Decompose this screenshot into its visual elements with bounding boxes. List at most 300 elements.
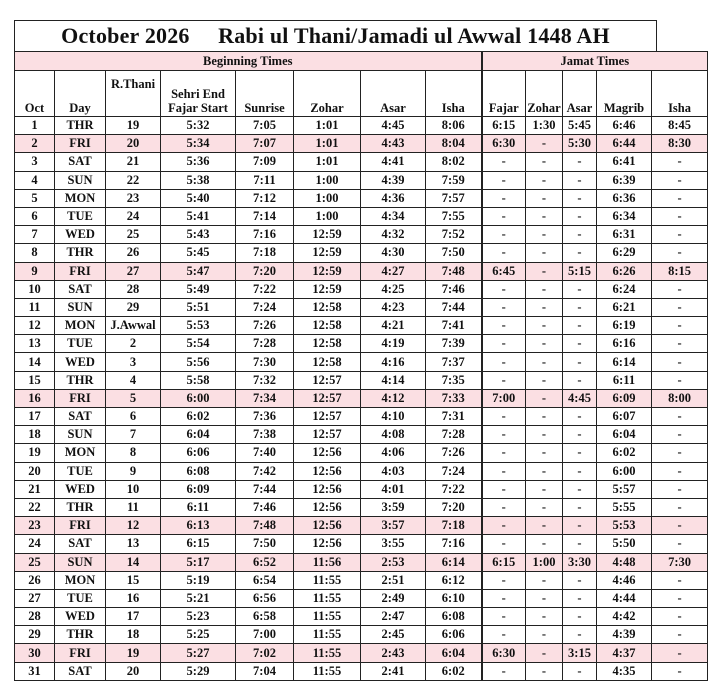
cell-asar: 4:19	[361, 335, 426, 353]
cell-isha: 6:06	[426, 626, 482, 644]
cell-fajar-start: 5:23	[161, 608, 236, 626]
cell-day: SAT	[55, 153, 106, 171]
cell-asar: 2:49	[361, 589, 426, 607]
cell-day: THR	[55, 117, 106, 135]
cell-jamat-isha: -	[652, 171, 708, 189]
cell-rthani: 11	[106, 498, 161, 516]
table-row	[15, 317, 708, 335]
cell-day: MON	[55, 444, 106, 462]
prayer-times-table	[14, 51, 708, 681]
cell-jamat-magrib: 6:36	[597, 189, 652, 207]
cell-isha: 7:28	[426, 426, 482, 444]
cell-jamat-asar: 4:45	[563, 389, 597, 407]
cell-jamat-zohar: 1:30	[526, 117, 563, 135]
cell-day: FRI	[55, 389, 106, 407]
table-row	[15, 298, 708, 316]
cell-jamat-isha: -	[652, 280, 708, 298]
cell-day: MON	[55, 317, 106, 335]
cell-jamat-isha: -	[652, 153, 708, 171]
cell-rthani: 15	[106, 571, 161, 589]
cell-jamat-zohar: -	[526, 408, 563, 426]
table-row	[15, 226, 708, 244]
cell-jamat-zohar: -	[526, 644, 563, 662]
cell-day: MON	[55, 189, 106, 207]
cell-isha: 6:14	[426, 553, 482, 571]
cell-jamat-isha: -	[652, 426, 708, 444]
cell-zohar: 11:55	[294, 571, 361, 589]
cell-oct: 19	[15, 444, 55, 462]
cell-jamat-zohar: -	[526, 353, 563, 371]
cell-jamat-fajar: 6:30	[482, 135, 526, 153]
cell-jamat-fajar: -	[482, 426, 526, 444]
cell-jamat-magrib: 6:26	[597, 262, 652, 280]
col-jamat-asar: Asar	[563, 71, 597, 117]
cell-asar: 2:45	[361, 626, 426, 644]
cell-isha: 6:10	[426, 589, 482, 607]
cell-oct: 18	[15, 426, 55, 444]
cell-asar: 3:59	[361, 498, 426, 516]
cell-jamat-asar: -	[563, 535, 597, 553]
table-row	[15, 389, 708, 407]
col-sehri-fajar	[161, 71, 236, 117]
table-row	[15, 626, 708, 644]
table-row	[15, 535, 708, 553]
cell-jamat-isha: -	[652, 462, 708, 480]
cell-rthani: 10	[106, 480, 161, 498]
cell-day: SAT	[55, 280, 106, 298]
cell-jamat-asar: 5:30	[563, 135, 597, 153]
cell-oct: 20	[15, 462, 55, 480]
cell-fajar-start: 5:45	[161, 244, 236, 262]
table-row	[15, 462, 708, 480]
cell-day: MON	[55, 571, 106, 589]
cell-sunrise: 7:22	[236, 280, 294, 298]
cell-jamat-magrib: 6:16	[597, 335, 652, 353]
cell-jamat-isha: -	[652, 207, 708, 225]
cell-jamat-zohar: -	[526, 298, 563, 316]
cell-jamat-asar: -	[563, 426, 597, 444]
cell-jamat-fajar: 7:00	[482, 389, 526, 407]
cell-day: FRI	[55, 262, 106, 280]
cell-jamat-isha: -	[652, 408, 708, 426]
cell-jamat-asar: -	[563, 371, 597, 389]
cell-asar: 4:41	[361, 153, 426, 171]
cell-jamat-zohar: -	[526, 589, 563, 607]
table-row	[15, 553, 708, 571]
cell-zohar: 12:59	[294, 226, 361, 244]
cell-jamat-isha: 8:00	[652, 389, 708, 407]
cell-jamat-magrib: 4:46	[597, 571, 652, 589]
cell-sunrise: 7:00	[236, 626, 294, 644]
cell-day: SUN	[55, 553, 106, 571]
cell-asar: 4:43	[361, 135, 426, 153]
cell-day: TUE	[55, 335, 106, 353]
cell-jamat-asar: 5:45	[563, 117, 597, 135]
col-jamat-fajar: Fajar	[482, 71, 526, 117]
cell-asar: 4:45	[361, 117, 426, 135]
cell-fajar-start: 5:54	[161, 335, 236, 353]
cell-jamat-magrib: 4:42	[597, 608, 652, 626]
cell-oct: 11	[15, 298, 55, 316]
cell-jamat-zohar: -	[526, 226, 563, 244]
cell-jamat-asar: 3:15	[563, 644, 597, 662]
cell-isha: 6:04	[426, 644, 482, 662]
cell-jamat-fajar: 6:30	[482, 644, 526, 662]
cell-oct: 15	[15, 371, 55, 389]
cell-sunrise: 7:20	[236, 262, 294, 280]
cell-rthani: 19	[106, 117, 161, 135]
cell-jamat-asar: -	[563, 480, 597, 498]
cell-oct: 29	[15, 626, 55, 644]
cell-jamat-zohar: -	[526, 535, 563, 553]
cell-jamat-isha: -	[652, 335, 708, 353]
cell-asar: 4:27	[361, 262, 426, 280]
cell-jamat-magrib: 6:00	[597, 462, 652, 480]
cell-jamat-isha: -	[652, 189, 708, 207]
cell-jamat-isha: -	[652, 317, 708, 335]
cell-oct: 30	[15, 644, 55, 662]
cell-rthani: 29	[106, 298, 161, 316]
cell-sunrise: 7:42	[236, 462, 294, 480]
cell-jamat-zohar: -	[526, 189, 563, 207]
cell-jamat-fajar: -	[482, 462, 526, 480]
cell-jamat-magrib: 6:44	[597, 135, 652, 153]
col-fajar-start-label: Fajar Start	[168, 101, 228, 115]
cell-rthani: 26	[106, 244, 161, 262]
cell-jamat-fajar: -	[482, 171, 526, 189]
cell-sunrise: 7:12	[236, 189, 294, 207]
cell-sunrise: 7:11	[236, 171, 294, 189]
cell-zohar: 11:55	[294, 589, 361, 607]
cell-asar: 3:57	[361, 517, 426, 535]
cell-fajar-start: 5:29	[161, 662, 236, 680]
page-title: October 2026 Rabi ul Thani/Jamadi ul Awwal 1448 AH	[14, 20, 657, 51]
table-row	[15, 480, 708, 498]
table-row	[15, 662, 708, 680]
cell-oct: 28	[15, 608, 55, 626]
cell-rthani: 3	[106, 353, 161, 371]
cell-rthani: 16	[106, 589, 161, 607]
cell-jamat-fajar: -	[482, 444, 526, 462]
cell-jamat-zohar: -	[526, 280, 563, 298]
cell-jamat-magrib: 6:41	[597, 153, 652, 171]
cell-fajar-start: 6:09	[161, 480, 236, 498]
table-row	[15, 135, 708, 153]
cell-rthani: 19	[106, 644, 161, 662]
cell-zohar: 12:56	[294, 480, 361, 498]
cell-jamat-asar: -	[563, 662, 597, 680]
cell-day: TUE	[55, 589, 106, 607]
cell-fajar-start: 5:38	[161, 171, 236, 189]
cell-zohar: 11:55	[294, 608, 361, 626]
cell-jamat-zohar: -	[526, 480, 563, 498]
cell-jamat-zohar: -	[526, 462, 563, 480]
cell-asar: 4:16	[361, 353, 426, 371]
cell-sunrise: 7:38	[236, 426, 294, 444]
cell-oct: 26	[15, 571, 55, 589]
cell-rthani: 7	[106, 426, 161, 444]
table-row	[15, 244, 708, 262]
cell-zohar: 12:57	[294, 408, 361, 426]
cell-zohar: 12:56	[294, 517, 361, 535]
cell-jamat-fajar: -	[482, 353, 526, 371]
cell-sunrise: 7:46	[236, 498, 294, 516]
cell-asar: 4:34	[361, 207, 426, 225]
cell-jamat-magrib: 6:21	[597, 298, 652, 316]
cell-jamat-fajar: -	[482, 498, 526, 516]
table-row	[15, 644, 708, 662]
cell-zohar: 1:01	[294, 117, 361, 135]
cell-jamat-zohar: -	[526, 207, 563, 225]
cell-rthani: 2	[106, 335, 161, 353]
table-row	[15, 189, 708, 207]
cell-jamat-zohar: -	[526, 608, 563, 626]
cell-asar: 2:51	[361, 571, 426, 589]
cell-sunrise: 6:52	[236, 553, 294, 571]
cell-day: SUN	[55, 298, 106, 316]
cell-day: THR	[55, 498, 106, 516]
cell-asar: 4:23	[361, 298, 426, 316]
cell-jamat-zohar: -	[526, 335, 563, 353]
cell-jamat-isha: 8:45	[652, 117, 708, 135]
cell-sunrise: 7:07	[236, 135, 294, 153]
cell-zohar: 12:56	[294, 444, 361, 462]
cell-jamat-magrib: 4:44	[597, 589, 652, 607]
cell-jamat-fajar: -	[482, 408, 526, 426]
cell-jamat-fajar: -	[482, 517, 526, 535]
cell-zohar: 12:59	[294, 244, 361, 262]
cell-asar: 2:43	[361, 644, 426, 662]
cell-day: SUN	[55, 426, 106, 444]
table-row	[15, 335, 708, 353]
cell-jamat-magrib: 5:50	[597, 535, 652, 553]
cell-jamat-magrib: 6:11	[597, 371, 652, 389]
cell-rthani: 14	[106, 553, 161, 571]
cell-asar: 4:32	[361, 226, 426, 244]
cell-fajar-start: 5:47	[161, 262, 236, 280]
table-row	[15, 426, 708, 444]
cell-jamat-magrib: 6:34	[597, 207, 652, 225]
cell-oct: 14	[15, 353, 55, 371]
col-sehri-label: Sehri End	[171, 87, 225, 101]
cell-asar: 4:06	[361, 444, 426, 462]
col-jamat-magrib: Magrib	[597, 71, 652, 117]
cell-zohar: 11:55	[294, 662, 361, 680]
cell-fajar-start: 6:11	[161, 498, 236, 516]
cell-jamat-zohar: 1:00	[526, 553, 563, 571]
cell-fajar-start: 5:25	[161, 626, 236, 644]
timetable	[14, 20, 691, 681]
cell-isha: 7:39	[426, 335, 482, 353]
cell-day: SAT	[55, 662, 106, 680]
cell-day: THR	[55, 244, 106, 262]
table-row	[15, 608, 708, 626]
cell-sunrise: 7:32	[236, 371, 294, 389]
cell-rthani: 23	[106, 189, 161, 207]
cell-fajar-start: 5:27	[161, 644, 236, 662]
table-row	[15, 262, 708, 280]
cell-zohar: 1:01	[294, 135, 361, 153]
cell-day: WED	[55, 480, 106, 498]
cell-fajar-start: 5:41	[161, 207, 236, 225]
cell-jamat-asar: -	[563, 280, 597, 298]
cell-rthani: 18	[106, 626, 161, 644]
cell-jamat-isha: -	[652, 371, 708, 389]
cell-asar: 4:03	[361, 462, 426, 480]
cell-isha: 7:46	[426, 280, 482, 298]
cell-jamat-asar: -	[563, 153, 597, 171]
cell-sunrise: 7:02	[236, 644, 294, 662]
cell-jamat-isha: -	[652, 353, 708, 371]
cell-day: TUE	[55, 462, 106, 480]
cell-jamat-fajar: -	[482, 226, 526, 244]
cell-rthani: 22	[106, 171, 161, 189]
cell-jamat-fajar: 6:45	[482, 262, 526, 280]
cell-jamat-isha: 7:30	[652, 553, 708, 571]
cell-sunrise: 7:50	[236, 535, 294, 553]
cell-asar: 2:53	[361, 553, 426, 571]
cell-jamat-magrib: 4:35	[597, 662, 652, 680]
cell-day: THR	[55, 371, 106, 389]
col-rthani: R.Thani	[106, 71, 161, 117]
cell-isha: 7:44	[426, 298, 482, 316]
cell-jamat-zohar: -	[526, 262, 563, 280]
cell-sunrise: 7:18	[236, 244, 294, 262]
cell-jamat-asar: -	[563, 517, 597, 535]
cell-rthani: 24	[106, 207, 161, 225]
cell-rthani: 20	[106, 662, 161, 680]
cell-rthani: 8	[106, 444, 161, 462]
cell-jamat-isha: -	[652, 226, 708, 244]
cell-isha: 8:06	[426, 117, 482, 135]
cell-jamat-fajar: 6:15	[482, 553, 526, 571]
cell-jamat-zohar: -	[526, 498, 563, 516]
cell-fajar-start: 5:36	[161, 153, 236, 171]
cell-isha: 6:02	[426, 662, 482, 680]
cell-rthani: 21	[106, 153, 161, 171]
cell-jamat-zohar: -	[526, 171, 563, 189]
cell-day: WED	[55, 226, 106, 244]
cell-jamat-asar: -	[563, 571, 597, 589]
cell-zohar: 12:58	[294, 298, 361, 316]
cell-isha: 7:59	[426, 171, 482, 189]
cell-asar: 2:41	[361, 662, 426, 680]
cell-jamat-zohar: -	[526, 571, 563, 589]
cell-sunrise: 7:34	[236, 389, 294, 407]
cell-zohar: 12:56	[294, 498, 361, 516]
cell-jamat-asar: -	[563, 608, 597, 626]
cell-zohar: 1:01	[294, 153, 361, 171]
cell-jamat-fajar: 6:15	[482, 117, 526, 135]
cell-sunrise: 7:05	[236, 117, 294, 135]
cell-jamat-isha: -	[652, 626, 708, 644]
cell-fajar-start: 6:13	[161, 517, 236, 535]
cell-zohar: 1:00	[294, 207, 361, 225]
cell-jamat-asar: -	[563, 335, 597, 353]
cell-zohar: 11:55	[294, 644, 361, 662]
col-jamat-isha: Isha	[652, 71, 708, 117]
table-row	[15, 353, 708, 371]
cell-jamat-isha: -	[652, 535, 708, 553]
cell-jamat-isha: 8:30	[652, 135, 708, 153]
cell-sunrise: 7:40	[236, 444, 294, 462]
jamat-times-header: Jamat Times	[482, 52, 708, 71]
cell-jamat-magrib: 6:02	[597, 444, 652, 462]
cell-oct: 22	[15, 498, 55, 516]
cell-day: FRI	[55, 135, 106, 153]
cell-fajar-start: 5:49	[161, 280, 236, 298]
cell-jamat-fajar: -	[482, 662, 526, 680]
table-row	[15, 153, 708, 171]
cell-jamat-fajar: -	[482, 207, 526, 225]
col-sunrise: Sunrise	[236, 71, 294, 117]
cell-oct: 8	[15, 244, 55, 262]
cell-isha: 7:57	[426, 189, 482, 207]
cell-jamat-asar: -	[563, 171, 597, 189]
cell-jamat-asar: 5:15	[563, 262, 597, 280]
cell-oct: 5	[15, 189, 55, 207]
cell-fajar-start: 5:51	[161, 298, 236, 316]
cell-fajar-start: 6:06	[161, 444, 236, 462]
cell-fajar-start: 5:32	[161, 117, 236, 135]
cell-asar: 4:21	[361, 317, 426, 335]
cell-day: SAT	[55, 408, 106, 426]
cell-jamat-asar: -	[563, 298, 597, 316]
cell-oct: 27	[15, 589, 55, 607]
cell-jamat-isha: 8:15	[652, 262, 708, 280]
cell-isha: 8:02	[426, 153, 482, 171]
cell-sunrise: 7:28	[236, 335, 294, 353]
cell-isha: 7:24	[426, 462, 482, 480]
cell-jamat-isha: -	[652, 517, 708, 535]
cell-jamat-magrib: 6:09	[597, 389, 652, 407]
cell-fajar-start: 5:58	[161, 371, 236, 389]
cell-rthani: 12	[106, 517, 161, 535]
col-zohar: Zohar	[294, 71, 361, 117]
cell-jamat-zohar: -	[526, 389, 563, 407]
cell-jamat-asar: -	[563, 353, 597, 371]
cell-asar: 4:14	[361, 371, 426, 389]
cell-jamat-asar: -	[563, 589, 597, 607]
cell-jamat-fajar: -	[482, 298, 526, 316]
table-row	[15, 371, 708, 389]
cell-fajar-start: 5:17	[161, 553, 236, 571]
cell-rthani: 6	[106, 408, 161, 426]
cell-jamat-magrib: 6:19	[597, 317, 652, 335]
cell-jamat-fajar: -	[482, 626, 526, 644]
cell-oct: 24	[15, 535, 55, 553]
cell-zohar: 12:56	[294, 535, 361, 553]
cell-jamat-magrib: 5:53	[597, 517, 652, 535]
cell-isha: 7:52	[426, 226, 482, 244]
cell-jamat-magrib: 6:07	[597, 408, 652, 426]
cell-fajar-start: 5:53	[161, 317, 236, 335]
cell-jamat-magrib: 6:14	[597, 353, 652, 371]
cell-jamat-zohar: -	[526, 244, 563, 262]
cell-jamat-isha: -	[652, 589, 708, 607]
cell-asar: 4:39	[361, 171, 426, 189]
cell-zohar: 12:57	[294, 389, 361, 407]
cell-rthani: J.Awwal	[106, 317, 161, 335]
cell-isha: 7:22	[426, 480, 482, 498]
beginning-times-header: Beginning Times	[15, 52, 482, 71]
cell-zohar: 12:56	[294, 462, 361, 480]
col-isha: Isha	[426, 71, 482, 117]
cell-asar: 4:12	[361, 389, 426, 407]
table-row	[15, 444, 708, 462]
cell-jamat-magrib: 6:46	[597, 117, 652, 135]
cell-day: THR	[55, 626, 106, 644]
